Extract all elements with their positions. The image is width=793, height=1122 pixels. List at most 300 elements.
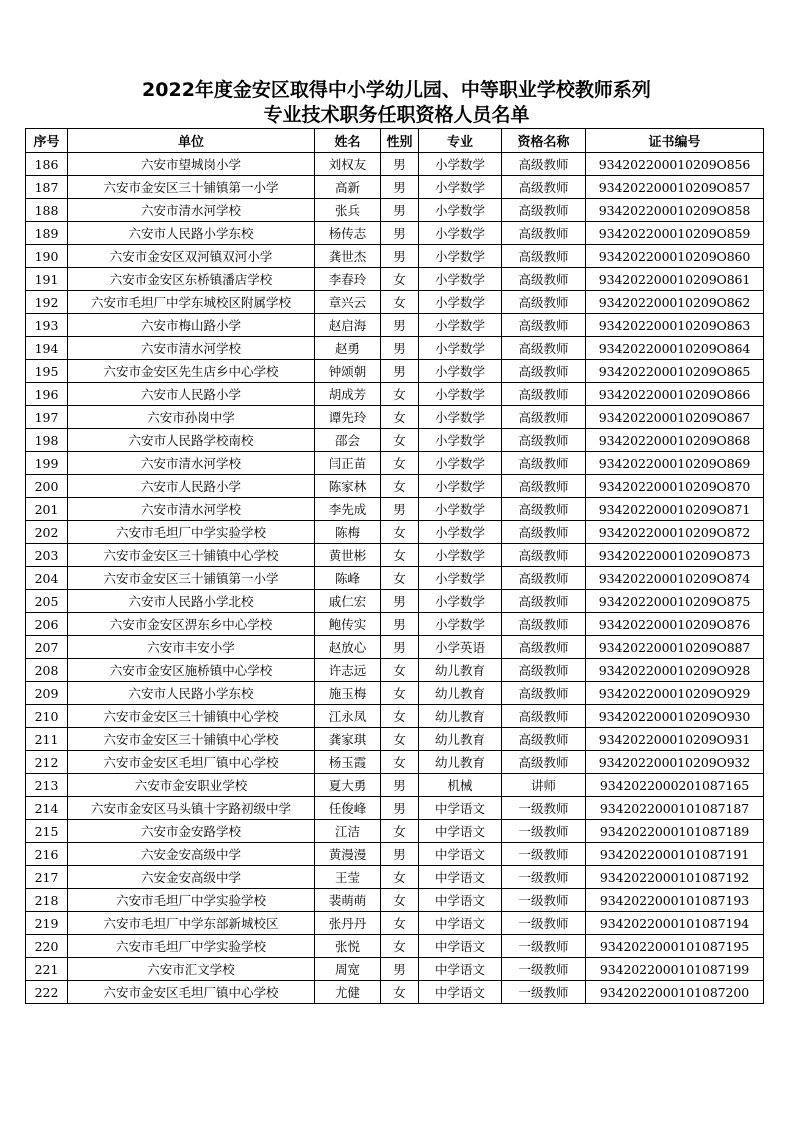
name-cell: 戚仁宏 (315, 590, 381, 613)
gender-cell: 女 (381, 567, 419, 590)
major-cell: 小学数学 (419, 291, 502, 314)
table-row (26, 222, 764, 245)
table-row (26, 912, 764, 935)
qualification-cell: 高级教师 (502, 360, 586, 383)
major-cell: 小学数学 (419, 245, 502, 268)
major-cell: 中学语文 (419, 843, 502, 866)
table-row (26, 981, 764, 1004)
unit-cell: 六安市人民路小学东校 (68, 682, 315, 705)
name-cell: 江洁 (315, 820, 381, 843)
qualification-cell: 一级教师 (502, 981, 586, 1004)
name-cell: 江永凤 (315, 705, 381, 728)
unit-cell: 六安市金安区三十铺镇中心学校 (68, 705, 315, 728)
index-cell: 188 (26, 199, 68, 222)
gender-cell: 男 (381, 222, 419, 245)
unit-cell: 六安市金安路学校 (68, 820, 315, 843)
certificate-cell: 9342022000201087165 (586, 774, 764, 797)
certificate-cell: 934202200010209O857 (586, 176, 764, 199)
qualification-cell: 高级教师 (502, 498, 586, 521)
name-cell: 任俊峰 (315, 797, 381, 820)
qualification-cell: 高级教师 (502, 314, 586, 337)
document-subtitle: 专业技术职务任职资格人员名单 (263, 104, 530, 126)
name-cell: 陈峰 (315, 567, 381, 590)
major-cell: 小学数学 (419, 360, 502, 383)
major-cell: 小学数学 (419, 222, 502, 245)
unit-cell: 六安市金安区马头镇十字路初级中学 (68, 797, 315, 820)
qualification-cell: 高级教师 (502, 682, 586, 705)
gender-cell: 女 (381, 544, 419, 567)
certificate-cell: 9342022000101087194 (586, 912, 764, 935)
certificate-cell: 934202200010209O874 (586, 567, 764, 590)
major-cell: 中学语文 (419, 981, 502, 1004)
index-cell: 221 (26, 958, 68, 981)
name-cell: 章兴云 (315, 291, 381, 314)
index-cell: 193 (26, 314, 68, 337)
certificate-cell: 934202200010209O887 (586, 636, 764, 659)
name-cell: 鲍传实 (315, 613, 381, 636)
name-cell: 施玉梅 (315, 682, 381, 705)
gender-cell: 女 (381, 682, 419, 705)
qualification-cell: 高级教师 (502, 429, 586, 452)
gender-cell: 男 (381, 498, 419, 521)
major-cell: 小学数学 (419, 153, 502, 176)
index-cell: 200 (26, 475, 68, 498)
unit-cell: 六安市金安区淠东乡中心学校 (68, 613, 315, 636)
index-cell: 201 (26, 498, 68, 521)
certificate-cell: 934202200010209O928 (586, 659, 764, 682)
table-row (26, 498, 764, 521)
name-cell: 闫正苗 (315, 452, 381, 475)
major-cell: 小学数学 (419, 176, 502, 199)
column-header-index: 序号 (26, 129, 68, 153)
table-row (26, 843, 764, 866)
table-row (26, 452, 764, 475)
certificate-cell: 934202200010209O860 (586, 245, 764, 268)
name-cell: 钟颂朝 (315, 360, 381, 383)
unit-cell: 六安市人民路小学 (68, 475, 315, 498)
gender-cell: 女 (381, 291, 419, 314)
index-cell: 218 (26, 889, 68, 912)
qualification-cell: 高级教师 (502, 452, 586, 475)
unit-cell: 六安市清水河学校 (68, 498, 315, 521)
table-row (26, 337, 764, 360)
unit-cell: 六安市人民路小学北校 (68, 590, 315, 613)
certificate-cell: 934202200010209O862 (586, 291, 764, 314)
gender-cell: 女 (381, 521, 419, 544)
unit-cell: 六安市汇文学校 (68, 958, 315, 981)
gender-cell: 男 (381, 613, 419, 636)
major-cell: 小学数学 (419, 452, 502, 475)
table-row (26, 567, 764, 590)
major-cell: 小学英语 (419, 636, 502, 659)
index-cell: 203 (26, 544, 68, 567)
certificate-cell: 934202200010209O858 (586, 199, 764, 222)
qualification-cell: 一级教师 (502, 820, 586, 843)
major-cell: 小学数学 (419, 268, 502, 291)
qualification-cell: 高级教师 (502, 705, 586, 728)
qualification-cell: 高级教师 (502, 659, 586, 682)
gender-cell: 女 (381, 383, 419, 406)
header-row (26, 129, 764, 153)
unit-cell: 六安市毛坦厂中学实验学校 (68, 521, 315, 544)
table-row (26, 774, 764, 797)
name-cell: 高新 (315, 176, 381, 199)
major-cell: 小学数学 (419, 590, 502, 613)
table-row (26, 199, 764, 222)
table-row (26, 590, 764, 613)
qualification-cell: 高级教师 (502, 245, 586, 268)
index-cell: 208 (26, 659, 68, 682)
index-cell: 209 (26, 682, 68, 705)
unit-cell: 六安市金安区双河镇双河小学 (68, 245, 315, 268)
table-row (26, 429, 764, 452)
gender-cell: 女 (381, 659, 419, 682)
major-cell: 中学语文 (419, 935, 502, 958)
certificate-cell: 934202200010209O876 (586, 613, 764, 636)
index-cell: 198 (26, 429, 68, 452)
gender-cell: 男 (381, 314, 419, 337)
unit-cell: 六安市人民路小学东校 (68, 222, 315, 245)
roster-table (25, 128, 764, 1004)
gender-cell: 男 (381, 176, 419, 199)
unit-cell: 六安市梅山路小学 (68, 314, 315, 337)
table-row (26, 751, 764, 774)
unit-cell: 六安市金安区施桥镇中心学校 (68, 659, 315, 682)
qualification-cell: 一级教师 (502, 797, 586, 820)
gender-cell: 女 (381, 912, 419, 935)
name-cell: 杨传志 (315, 222, 381, 245)
qualification-cell: 高级教师 (502, 176, 586, 199)
index-cell: 202 (26, 521, 68, 544)
name-cell: 刘权友 (315, 153, 381, 176)
unit-cell: 六安市金安区三十铺镇中心学校 (68, 728, 315, 751)
gender-cell: 女 (381, 889, 419, 912)
unit-cell: 六安市毛坦厂中学东部新城校区 (68, 912, 315, 935)
name-cell: 胡成芳 (315, 383, 381, 406)
unit-cell: 六安市金安区先生店乡中心学校 (68, 360, 315, 383)
unit-cell: 六安市金安区三十铺镇第一小学 (68, 567, 315, 590)
table-row (26, 613, 764, 636)
name-cell: 周宽 (315, 958, 381, 981)
table-row (26, 268, 764, 291)
index-cell: 222 (26, 981, 68, 1004)
unit-cell: 六安市人民路小学 (68, 383, 315, 406)
table-row (26, 797, 764, 820)
gender-cell: 女 (381, 728, 419, 751)
index-cell: 194 (26, 337, 68, 360)
roster-body (26, 153, 764, 1004)
name-cell: 张丹丹 (315, 912, 381, 935)
gender-cell: 女 (381, 268, 419, 291)
index-cell: 210 (26, 705, 68, 728)
name-cell: 王莹 (315, 866, 381, 889)
major-cell: 中学语文 (419, 958, 502, 981)
index-cell: 220 (26, 935, 68, 958)
certificate-cell: 934202200010209O864 (586, 337, 764, 360)
major-cell: 小学数学 (419, 199, 502, 222)
qualification-cell: 一级教师 (502, 843, 586, 866)
gender-cell: 女 (381, 705, 419, 728)
qualification-cell: 一级教师 (502, 958, 586, 981)
table-row (26, 521, 764, 544)
certificate-cell: 934202200010209O861 (586, 268, 764, 291)
certificate-cell: 934202200010209O930 (586, 705, 764, 728)
index-cell: 199 (26, 452, 68, 475)
index-cell: 192 (26, 291, 68, 314)
gender-cell: 女 (381, 866, 419, 889)
table-row (26, 314, 764, 337)
name-cell: 陈家林 (315, 475, 381, 498)
table-row (26, 866, 764, 889)
name-cell: 李先成 (315, 498, 381, 521)
gender-cell: 女 (381, 935, 419, 958)
qualification-cell: 高级教师 (502, 268, 586, 291)
certificate-cell: 9342022000101087192 (586, 866, 764, 889)
certificate-cell: 9342022000101087199 (586, 958, 764, 981)
certificate-cell: 934202200010209O856 (586, 153, 764, 176)
index-cell: 215 (26, 820, 68, 843)
table-row (26, 935, 764, 958)
major-cell: 中学语文 (419, 866, 502, 889)
unit-cell: 六安市清水河学校 (68, 452, 315, 475)
qualification-cell: 高级教师 (502, 751, 586, 774)
certificate-cell: 934202200010209O868 (586, 429, 764, 452)
gender-cell: 男 (381, 153, 419, 176)
gender-cell: 男 (381, 337, 419, 360)
table-row (26, 153, 764, 176)
major-cell: 小学数学 (419, 544, 502, 567)
name-cell: 许志远 (315, 659, 381, 682)
unit-cell: 六安市金安职业学校 (68, 774, 315, 797)
major-cell: 小学数学 (419, 521, 502, 544)
name-cell: 龚家琪 (315, 728, 381, 751)
table-row (26, 659, 764, 682)
table-row (26, 176, 764, 199)
index-cell: 187 (26, 176, 68, 199)
name-cell: 张悦 (315, 935, 381, 958)
major-cell: 小学数学 (419, 429, 502, 452)
gender-cell: 女 (381, 751, 419, 774)
index-cell: 206 (26, 613, 68, 636)
qualification-cell: 高级教师 (502, 613, 586, 636)
name-cell: 杨玉霞 (315, 751, 381, 774)
certificate-cell: 934202200010209O863 (586, 314, 764, 337)
unit-cell: 六安市金安区毛坦厂镇中心学校 (68, 751, 315, 774)
certificate-cell: 934202200010209O873 (586, 544, 764, 567)
certificate-cell: 9342022000101087187 (586, 797, 764, 820)
index-cell: 191 (26, 268, 68, 291)
gender-cell: 女 (381, 820, 419, 843)
unit-cell: 六安市金安区东桥镇潘店学校 (68, 268, 315, 291)
index-cell: 196 (26, 383, 68, 406)
index-cell: 189 (26, 222, 68, 245)
table-row (26, 544, 764, 567)
name-cell: 黄世彬 (315, 544, 381, 567)
major-cell: 幼儿教育 (419, 705, 502, 728)
name-cell: 赵放心 (315, 636, 381, 659)
unit-cell: 六安金安高级中学 (68, 843, 315, 866)
major-cell: 小学数学 (419, 337, 502, 360)
table-row (26, 728, 764, 751)
table-row (26, 889, 764, 912)
qualification-cell: 高级教师 (502, 544, 586, 567)
index-cell: 205 (26, 590, 68, 613)
table-row (26, 360, 764, 383)
qualification-cell: 高级教师 (502, 406, 586, 429)
column-header-name: 姓名 (315, 129, 381, 153)
certificate-cell: 934202200010209O931 (586, 728, 764, 751)
table-row (26, 475, 764, 498)
table-row (26, 245, 764, 268)
unit-cell: 六安市金安区三十铺镇中心学校 (68, 544, 315, 567)
gender-cell: 男 (381, 590, 419, 613)
qualification-cell: 一级教师 (502, 935, 586, 958)
gender-cell: 女 (381, 429, 419, 452)
name-cell: 赵启海 (315, 314, 381, 337)
index-cell: 195 (26, 360, 68, 383)
major-cell: 小学数学 (419, 383, 502, 406)
unit-cell: 六安市金安区三十铺镇第一小学 (68, 176, 315, 199)
certificate-cell: 934202200010209O866 (586, 383, 764, 406)
index-cell: 216 (26, 843, 68, 866)
qualification-cell: 高级教师 (502, 728, 586, 751)
certificate-cell: 934202200010209O932 (586, 751, 764, 774)
qualification-cell: 高级教师 (502, 199, 586, 222)
gender-cell: 男 (381, 843, 419, 866)
name-cell: 夏大勇 (315, 774, 381, 797)
column-header-unit: 单位 (68, 129, 315, 153)
certificate-cell: 9342022000101087193 (586, 889, 764, 912)
qualification-cell: 讲师 (502, 774, 586, 797)
major-cell: 小学数学 (419, 406, 502, 429)
qualification-cell: 高级教师 (502, 383, 586, 406)
gender-cell: 男 (381, 958, 419, 981)
certificate-cell: 9342022000101087189 (586, 820, 764, 843)
gender-cell: 女 (381, 981, 419, 1004)
unit-cell: 六安市丰安小学 (68, 636, 315, 659)
name-cell: 赵勇 (315, 337, 381, 360)
gender-cell: 女 (381, 452, 419, 475)
qualification-cell: 一级教师 (502, 866, 586, 889)
major-cell: 中学语文 (419, 820, 502, 843)
document-title: 2022年度金安区取得中小学幼儿园、中等职业学校教师系列 (142, 79, 651, 101)
gender-cell: 男 (381, 636, 419, 659)
column-header-certificate: 证书编号 (586, 129, 764, 153)
table-row (26, 820, 764, 843)
gender-cell: 女 (381, 475, 419, 498)
major-cell: 小学数学 (419, 475, 502, 498)
qualification-cell: 一级教师 (502, 912, 586, 935)
major-cell: 小学数学 (419, 314, 502, 337)
major-cell: 中学语文 (419, 797, 502, 820)
major-cell: 幼儿教育 (419, 751, 502, 774)
gender-cell: 男 (381, 360, 419, 383)
unit-cell: 六安市望城岗小学 (68, 153, 315, 176)
major-cell: 小学数学 (419, 613, 502, 636)
table-row (26, 383, 764, 406)
index-cell: 214 (26, 797, 68, 820)
qualification-cell: 一级教师 (502, 889, 586, 912)
certificate-cell: 934202200010209O867 (586, 406, 764, 429)
table-row (26, 406, 764, 429)
certificate-cell: 9342022000101087195 (586, 935, 764, 958)
major-cell: 幼儿教育 (419, 659, 502, 682)
name-cell: 龚世杰 (315, 245, 381, 268)
major-cell: 小学数学 (419, 567, 502, 590)
name-cell: 张兵 (315, 199, 381, 222)
qualification-cell: 高级教师 (502, 590, 586, 613)
certificate-cell: 934202200010209O875 (586, 590, 764, 613)
gender-cell: 男 (381, 797, 419, 820)
column-header-major: 专业 (419, 129, 502, 153)
certificate-cell: 9342022000101087200 (586, 981, 764, 1004)
qualification-cell: 高级教师 (502, 475, 586, 498)
unit-cell: 六安市人民路学校南校 (68, 429, 315, 452)
table-row (26, 636, 764, 659)
index-cell: 207 (26, 636, 68, 659)
unit-cell: 六安市毛坦厂中学实验学校 (68, 935, 315, 958)
name-cell: 谭先玲 (315, 406, 381, 429)
unit-cell: 六安市清水河学校 (68, 199, 315, 222)
index-cell: 190 (26, 245, 68, 268)
name-cell: 裴萌萌 (315, 889, 381, 912)
qualification-cell: 高级教师 (502, 153, 586, 176)
certificate-cell: 934202200010209O929 (586, 682, 764, 705)
certificate-cell: 934202200010209O859 (586, 222, 764, 245)
unit-cell: 六安金安高级中学 (68, 866, 315, 889)
qualification-cell: 高级教师 (502, 521, 586, 544)
column-header-qualification: 资格名称 (502, 129, 586, 153)
major-cell: 中学语文 (419, 889, 502, 912)
table-row (26, 958, 764, 981)
qualification-cell: 高级教师 (502, 337, 586, 360)
certificate-cell: 934202200010209O870 (586, 475, 764, 498)
certificate-cell: 9342022000101087191 (586, 843, 764, 866)
unit-cell: 六安市毛坦厂中学东城校区附属学校 (68, 291, 315, 314)
index-cell: 213 (26, 774, 68, 797)
major-cell: 中学语文 (419, 912, 502, 935)
major-cell: 小学数学 (419, 498, 502, 521)
table-row (26, 291, 764, 314)
index-cell: 219 (26, 912, 68, 935)
gender-cell: 男 (381, 774, 419, 797)
unit-cell: 六安市金安区毛坦厂镇中心学校 (68, 981, 315, 1004)
index-cell: 211 (26, 728, 68, 751)
certificate-cell: 934202200010209O869 (586, 452, 764, 475)
index-cell: 204 (26, 567, 68, 590)
table-row (26, 682, 764, 705)
certificate-cell: 934202200010209O865 (586, 360, 764, 383)
name-cell: 李春玲 (315, 268, 381, 291)
qualification-cell: 高级教师 (502, 222, 586, 245)
gender-cell: 男 (381, 199, 419, 222)
certificate-cell: 934202200010209O871 (586, 498, 764, 521)
table-row (26, 705, 764, 728)
major-cell: 幼儿教育 (419, 728, 502, 751)
index-cell: 217 (26, 866, 68, 889)
major-cell: 幼儿教育 (419, 682, 502, 705)
unit-cell: 六安市清水河学校 (68, 337, 315, 360)
certificate-cell: 934202200010209O872 (586, 521, 764, 544)
qualification-cell: 高级教师 (502, 567, 586, 590)
name-cell: 尤健 (315, 981, 381, 1004)
gender-cell: 男 (381, 245, 419, 268)
major-cell: 机械 (419, 774, 502, 797)
index-cell: 197 (26, 406, 68, 429)
name-cell: 黄漫漫 (315, 843, 381, 866)
qualification-cell: 高级教师 (502, 291, 586, 314)
index-cell: 212 (26, 751, 68, 774)
